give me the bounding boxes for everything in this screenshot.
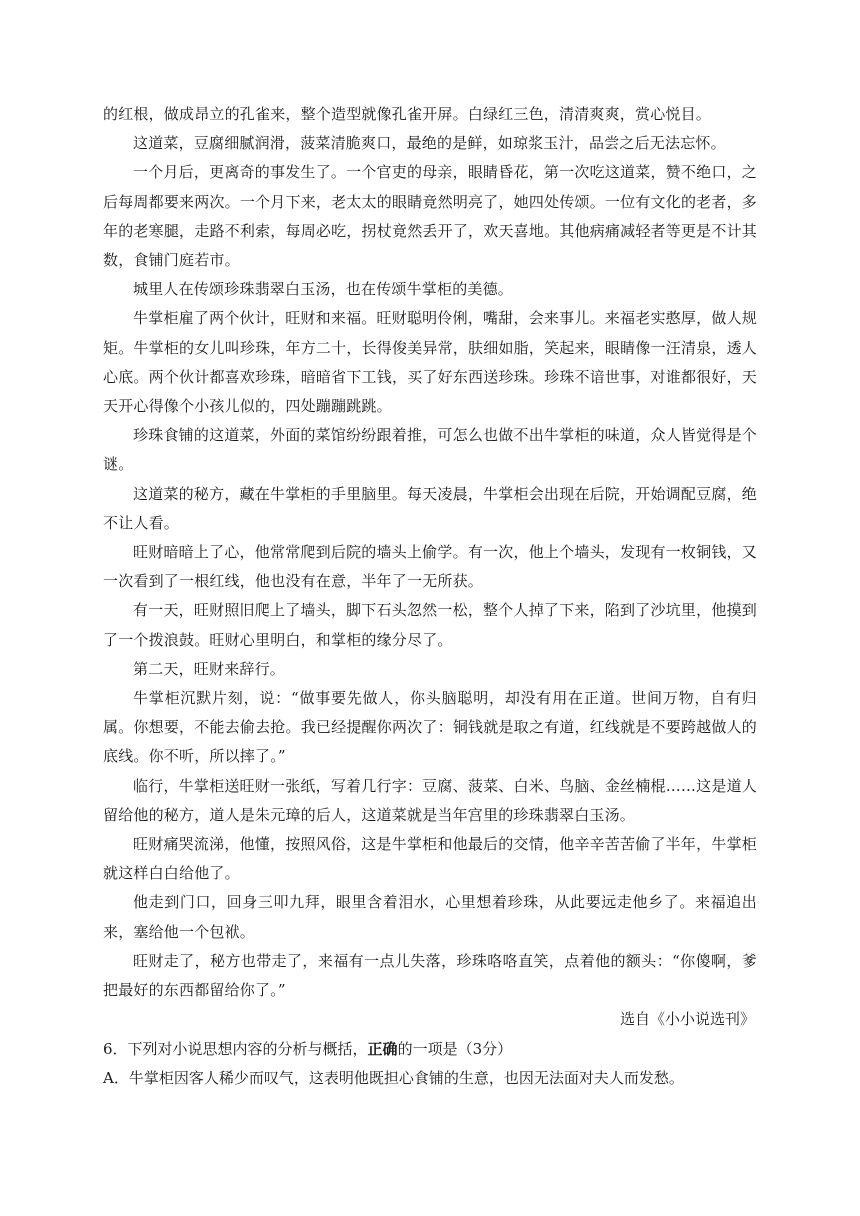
paragraph: 的红根，做成昂立的孔雀来，整个造型就像孔雀开屏。白绿红三色，清清爽爽，赏心悦目。 — [103, 105, 712, 123]
paragraph: 城里人在传颂珍珠翡翠白玉汤，也在传颂牛掌柜的美德。 — [133, 280, 514, 299]
paragraph: 牛掌柜雇了两个伙计，旺财和来福。旺财聪明伶俐，嘴甜，会来事儿。来福老实憨厚，做人规矩。牛掌柜的女儿叫珍珠，年方二十，长得俊美异常，肤细如脂，笑起来，眼睛像一汪清泉，透人心底。两个伙计都喜欢珍珠，暗暗省下工钱，买了好东西送珍珠。珍珠不谙世事，对谁都很好，天天开心得像个小孩儿似的，四处蹦蹦跳跳。 — [103, 309, 757, 416]
paragraph: 有一天，旺财照旧爬上了墙头，脚下石头忽然一松，整个人掉了下来，陷到了沙坑里，他摸到了一个拨浪鼓。旺财心里明白，和掌柜的缘分尽了。 — [103, 601, 757, 649]
source-citation: 选自《小小说选刊》 — [619, 1010, 755, 1029]
paragraph: 第二天，旺财来辞行。 — [133, 659, 286, 678]
paragraph: 牛掌柜沉默片刻，说：“做事要先做人，你头脑聪明，却没有用在正道。世间万物，自有归属。你想要，不能去偷去抢。我已经提醒你两次了：铜钱就是取之有道，红线就是不要跨越做人的底线。你不听，所以摔了。” — [103, 689, 757, 766]
paragraph: 旺财暗暗上了心，他常常爬到后院的墙头上偷学。有一次，他上个墙头，发现有一枚铜钱，又一次看到了一根红线，他也没有在意，半年了一无所获。 — [103, 543, 757, 591]
paragraph: 这道菜，豆腐细腻润滑，菠菜清脆爽口，最绝的是鲜，如琼浆玉汁，品尝之后无法忘怀。 — [133, 134, 726, 153]
question-suffix: 的一项是（3分） — [397, 1039, 513, 1058]
option-a: A．牛掌柜因客人稀少而叹气，这表明他既担心食铺的生意，也因无法面对夫人而发愁。 — [103, 1068, 684, 1087]
paragraph: 一个月后，更离奇的事发生了。一个官吏的母亲，眼睛昏花，第一次吃这道菜，赞不绝口，之后每周都要来两次。一个月下来，老太太的眼睛竟然明亮了，她四处传颂。一位有文化的老者，多年的老寒腿，走路不利索，每周必吃，拐杖竟然丢开了，欢天喜地。其他病痛减轻者等更是不计其数，食铺门庭若市。 — [103, 163, 757, 270]
paragraph: 他走到门口，回身三叩九拜，眼里含着泪水，心里想着珍珠，从此要远走他乡了。来福追出来，塞给他一个包袱。 — [103, 893, 757, 941]
paragraph: 临行，牛掌柜送旺财一张纸，写着几行字：豆腐、菠菜、白米、鸟脑、金丝楠棍……这是道人留给他的秘方，道人是朱元璋的后人，这道菜就是当年宫里的珍珠翡翠白玉汤。 — [103, 776, 757, 824]
question-emphasis: 正确 — [367, 1039, 398, 1058]
document-page — [103, 100, 757, 1093]
paragraph: 珍珠食铺的这道菜，外面的菜馆纷纷跟着推，可怎么也做不出牛掌柜的味道，众人皆觉得是个谜。 — [103, 426, 757, 474]
paragraph: 这道菜的秘方，藏在牛掌柜的手里脑里。每天凌晨，牛掌柜会出现在后院，开始调配豆腐，绝不让人看。 — [103, 484, 757, 532]
question-prefix: 6．下列对小说思想内容的分析与概括， — [103, 1039, 368, 1058]
paragraph: 旺财痛哭流涕，他懂，按照风俗，这是牛掌柜和他最后的交情，他辛辛苦苦偷了半年，牛掌柜就这样白白给他了。 — [103, 835, 757, 883]
question-6 — [103, 1035, 757, 1064]
paragraph: 旺财走了，秘方也带走了，来福有一点儿失落，珍珠咯咯直笑，点着他的额头：“你傻啊，爹把最好的东西都留给你了。” — [103, 951, 757, 1000]
